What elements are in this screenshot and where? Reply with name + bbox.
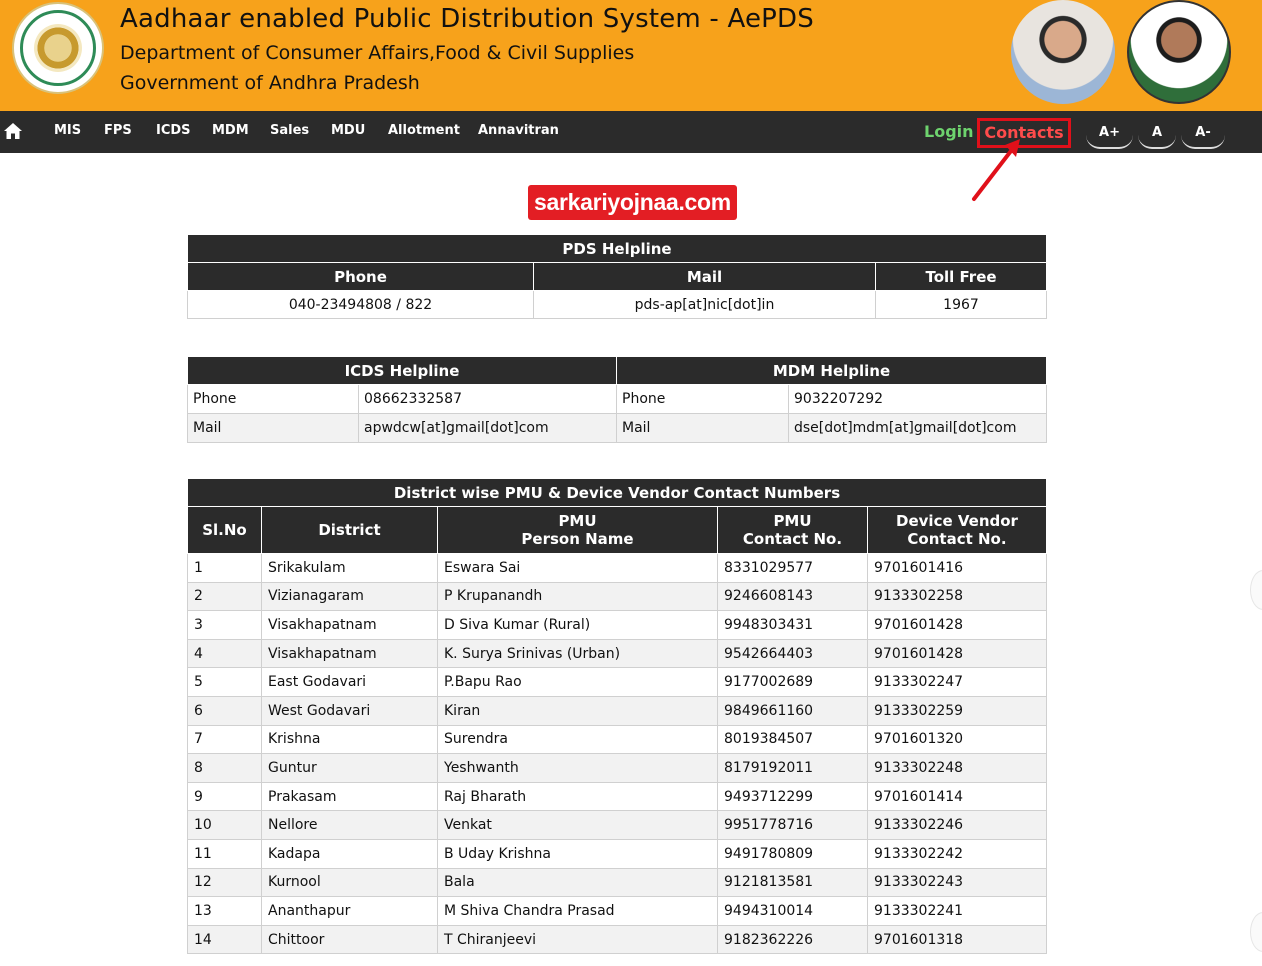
slno-cell: 11 (188, 839, 262, 868)
mdm-phone-value: 9032207292 (789, 385, 1047, 414)
district-cell: Vizianagaram (262, 582, 438, 611)
vendor-contact-cell: 9133302248 (868, 754, 1047, 783)
pmu-contact-cell: 8331029577 (718, 554, 868, 583)
mdm-phone-label: Phone (617, 385, 789, 414)
chief-minister-photo (1011, 0, 1115, 104)
vendor-contact-cell: 9701601428 (868, 639, 1047, 668)
pmu-person-cell: Surendra (438, 725, 718, 754)
slno-cell: 2 (188, 582, 262, 611)
login-link[interactable]: Login (924, 122, 974, 141)
table-row (188, 839, 1047, 868)
pmu-person-cell: B Uday Krishna (438, 839, 718, 868)
icds-mdm-helpline-table (187, 356, 1047, 443)
table-row (188, 811, 1047, 840)
pmu-contact-cell: 9948303431 (718, 611, 868, 640)
pds-tollfree-header: Toll Free (876, 263, 1047, 291)
icds-phone-value: 08662332587 (359, 385, 617, 414)
pmu-person-cell: Kiran (438, 696, 718, 725)
vendor-contact-cell: 9701601414 (868, 782, 1047, 811)
mdm-mail-label: Mail (617, 414, 789, 443)
pds-tollfree-value: 1967 (876, 291, 1047, 319)
icds-phone-label: Phone (188, 385, 359, 414)
pmu-contact-cell: 8019384507 (718, 725, 868, 754)
pmu-person-cell: D Siva Kumar (Rural) (438, 611, 718, 640)
pds-mail-header: Mail (534, 263, 876, 291)
district-cell: Srikakulam (262, 554, 438, 583)
pmu-contact-header: PMU Contact No. (718, 507, 868, 554)
main-navbar (0, 111, 1262, 153)
pmu-person-cell: T Chiranjeevi (438, 925, 718, 954)
watermark-banner: sarkariyojnaa.com (528, 185, 737, 220)
slno-cell: 3 (188, 611, 262, 640)
vendor-contact-cell: 9133302243 (868, 868, 1047, 897)
slno-cell: 1 (188, 554, 262, 583)
district-table-caption: District wise PMU & Device Vendor Contact Numbers (188, 479, 1047, 507)
pmu-contact-cell: 9494310014 (718, 897, 868, 926)
font-decrease-button[interactable]: A- (1181, 121, 1225, 149)
andhra-pradesh-emblem-logo (12, 2, 104, 94)
font-increase-button[interactable]: A+ (1086, 121, 1133, 149)
icds-helpline-caption: ICDS Helpline (188, 357, 617, 385)
mdm-mail-value: dse[dot]mdm[at]gmail[dot]com (789, 414, 1047, 443)
vendor-contact-cell: 9701601320 (868, 725, 1047, 754)
district-cell: Prakasam (262, 782, 438, 811)
vendor-contact-cell: 9133302246 (868, 811, 1047, 840)
pmu-contact-cell: 9246608143 (718, 582, 868, 611)
pmu-contact-cell: 9493712299 (718, 782, 868, 811)
slno-cell: 12 (188, 868, 262, 897)
nav-item-mis[interactable]: MIS (54, 123, 82, 138)
vendor-contact-header: Device Vendor Contact No. (868, 507, 1047, 554)
pmu-person-cell: Bala (438, 868, 718, 897)
pmu-person-cell: P.Bapu Rao (438, 668, 718, 697)
nav-item-mdu[interactable]: MDU (331, 123, 366, 138)
vendor-contact-cell: 9701601428 (868, 611, 1047, 640)
district-cell: Krishna (262, 725, 438, 754)
contacts-link[interactable]: Contacts (977, 118, 1071, 148)
table-row (188, 696, 1047, 725)
slno-header: Sl.No (188, 507, 262, 554)
pds-phone-value: 040-23494808 / 822 (188, 291, 534, 319)
nav-item-allotment[interactable]: Allotment (388, 123, 460, 138)
vendor-contact-cell: 9133302258 (868, 582, 1047, 611)
district-cell: Kurnool (262, 868, 438, 897)
district-cell: Kadapa (262, 839, 438, 868)
table-row (188, 754, 1047, 783)
pmu-contact-cell: 9951778716 (718, 811, 868, 840)
pmu-person-cell: Raj Bharath (438, 782, 718, 811)
side-scroll-hint (1250, 912, 1262, 952)
table-row (188, 582, 1047, 611)
icds-mail-label: Mail (188, 414, 359, 443)
table-row (188, 925, 1047, 954)
pds-phone-header: Phone (188, 263, 534, 291)
district-cell: East Godavari (262, 668, 438, 697)
slno-cell: 6 (188, 696, 262, 725)
table-row (188, 639, 1047, 668)
nav-item-mdm[interactable]: MDM (212, 123, 249, 138)
pmu-person-cell: Venkat (438, 811, 718, 840)
table-row (188, 554, 1047, 583)
pds-mail-value: pds-ap[at]nic[dot]in (534, 291, 876, 319)
nav-item-annavitran[interactable]: Annavitran (478, 123, 559, 138)
side-scroll-hint (1250, 570, 1262, 610)
pmu-person-cell: M Shiva Chandra Prasad (438, 897, 718, 926)
table-row (188, 611, 1047, 640)
pmu-person-cell: Yeshwanth (438, 754, 718, 783)
vendor-contact-cell: 9701601318 (868, 925, 1047, 954)
pmu-person-cell: K. Surya Srinivas (Urban) (438, 639, 718, 668)
site-header (0, 0, 1262, 111)
district-cell: West Godavari (262, 696, 438, 725)
table-row (188, 725, 1047, 754)
table-row (188, 897, 1047, 926)
district-cell: Visakhapatnam (262, 639, 438, 668)
slno-cell: 10 (188, 811, 262, 840)
district-contacts-table (187, 478, 1047, 954)
district-cell: Ananthapur (262, 897, 438, 926)
pmu-contact-cell: 9542664403 (718, 639, 868, 668)
slno-cell: 8 (188, 754, 262, 783)
nav-item-icds[interactable]: ICDS (156, 123, 191, 138)
pmu-contact-cell: 9177002689 (718, 668, 868, 697)
annotation-arrow-icon (960, 135, 1030, 205)
pmu-contact-cell: 8179192011 (718, 754, 868, 783)
vendor-contact-cell: 9133302241 (868, 897, 1047, 926)
vendor-contact-cell: 9701601416 (868, 554, 1047, 583)
pmu-contact-cell: 9182362226 (718, 925, 868, 954)
slno-cell: 14 (188, 925, 262, 954)
icds-mail-value: apwdcw[at]gmail[dot]com (359, 414, 617, 443)
pmu-person-cell: Eswara Sai (438, 554, 718, 583)
nav-item-sales[interactable]: Sales (270, 123, 310, 138)
vendor-contact-cell: 9133302259 (868, 696, 1047, 725)
district-header: District (262, 507, 438, 554)
pmu-contact-cell: 9121813581 (718, 868, 868, 897)
slno-cell: 5 (188, 668, 262, 697)
mdm-helpline-caption: MDM Helpline (617, 357, 1047, 385)
pds-helpline-caption: PDS Helpline (188, 235, 1047, 263)
slno-cell: 7 (188, 725, 262, 754)
slno-cell: 9 (188, 782, 262, 811)
table-row (188, 868, 1047, 897)
district-cell: Chittoor (262, 925, 438, 954)
home-icon[interactable] (3, 122, 23, 140)
pmu-contact-cell: 9491780809 (718, 839, 868, 868)
department-name: Department of Consumer Affairs,Food & Civil Supplies (120, 42, 635, 64)
pds-helpline-table (187, 234, 1047, 319)
district-cell: Nellore (262, 811, 438, 840)
slno-cell: 4 (188, 639, 262, 668)
vendor-contact-cell: 9133302242 (868, 839, 1047, 868)
font-normal-button[interactable]: A (1138, 121, 1176, 149)
pmu-person-cell: P Krupanandh (438, 582, 718, 611)
table-row (188, 668, 1047, 697)
pmu-person-header: PMU Person Name (438, 507, 718, 554)
government-name: Government of Andhra Pradesh (120, 72, 420, 94)
district-cell: Visakhapatnam (262, 611, 438, 640)
minister-photo (1127, 0, 1231, 104)
pmu-contact-cell: 9849661160 (718, 696, 868, 725)
site-title: Aadhaar enabled Public Distribution System - AePDS (120, 4, 814, 34)
slno-cell: 13 (188, 897, 262, 926)
district-cell: Guntur (262, 754, 438, 783)
vendor-contact-cell: 9133302247 (868, 668, 1047, 697)
nav-item-fps[interactable]: FPS (104, 123, 132, 138)
table-row (188, 782, 1047, 811)
